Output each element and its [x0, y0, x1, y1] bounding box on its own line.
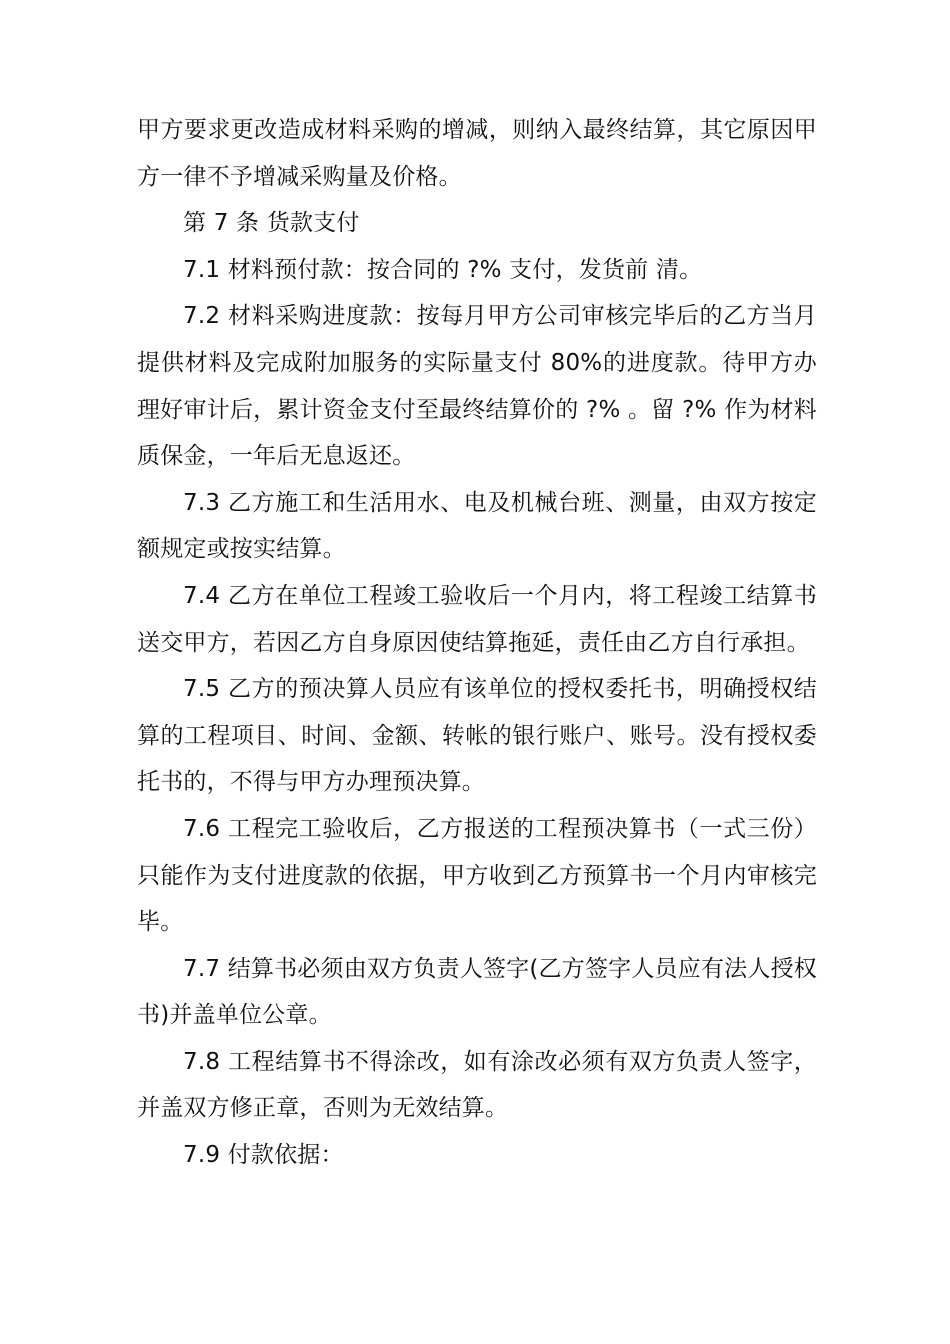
clause-7-2: 7.2 材料采购进度款：按每月甲方公司审核完毕后的乙方当月提供材料及完成附加服务的实际量支付 80%的进度款。待甲方办理好审计后，累计资金支付至最终结算价的 ?% 。留 ?% 作为材料质保金，一年后无息返还。	[137, 303, 817, 470]
clause-7-1: 7.1 材料预付款：按合同的 ?% 支付，发货前 清。	[183, 256, 703, 283]
clause-7-9: 7.9 付款依据：	[183, 1142, 344, 1169]
clause-7-8: 7.8 工程结算书不得涂改，如有涂改必须有双方负责人签字，并盖双方修正章，否则为无效结算。	[137, 1048, 817, 1122]
clause-7-3: 7.3 乙方施工和生活用水、电及机械台班、测量，由双方按定额规定或按实结算。	[137, 489, 817, 563]
clause-7-7: 7.7 结算书必须由双方负责人签字(乙方签字人员应有法人授权书)并盖单位公章。	[137, 955, 817, 1029]
clause-7-6: 7.6 工程完工验收后，乙方报送的工程预决算书（一式三份）只能作为支付进度款的依据，甲方收到乙方预算书一个月内审核完毕。	[137, 815, 817, 936]
clause-7-4: 7.4 乙方在单位工程竣工验收后一个月内，将工程竣工结算书送交甲方，若因乙方自身原因使结算拖延，责任由乙方自行承担。	[137, 582, 817, 656]
clause-7-5: 7.5 乙方的预决算人员应有该单位的授权委托书，明确授权结算的工程项目、时间、金额、转帐的银行账户、账号。没有授权委托书的，不得与甲方办理预决算。	[137, 676, 817, 796]
document-body	[137, 107, 817, 1179]
section-heading-article-7: 第 7 条 货款支付	[183, 210, 360, 237]
paragraph-continuation: 甲方要求更改造成材料采购的增减，则纳入最终结算，其它原因甲方一律不予增减采购量及价格。	[137, 117, 817, 190]
